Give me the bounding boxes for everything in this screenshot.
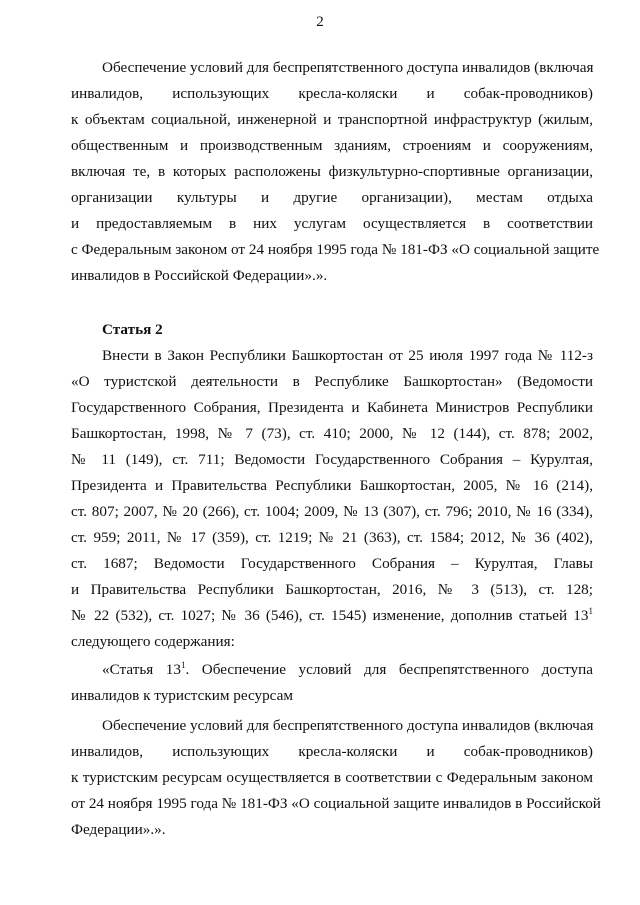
paragraph-line: Обеспечение условий для беспрепятственного доступа инвалидов (включая <box>102 59 594 76</box>
paragraph-line: № 11 (149), ст. 711; Ведомости Государственного Собрания – Курултая, <box>71 451 593 468</box>
line-text: . Обеспечение условий для беспрепятственного доступа <box>185 661 593 678</box>
paragraph-line: Государственного Собрания, Президента и Кабинета Министров Республики <box>71 399 593 416</box>
paragraph-line: Федерации».». <box>71 821 166 838</box>
superscript: 1 <box>180 660 186 670</box>
paragraph-line: Башкортостан, 1998, № 7 (73), ст. 410; 2000, № 12 (144), ст. 878; 2002, <box>71 425 593 442</box>
paragraph-line: и предоставляемым в них услугам осуществляется в соответствии <box>71 215 593 232</box>
paragraph-line: следующего содержания: <box>71 633 235 650</box>
line-text: «Статья 13 <box>102 661 181 678</box>
paragraph-line: ст. 959; 2011, № 17 (359), ст. 1219; № 21 (363), ст. 1584; 2012, № 36 (402), <box>71 529 593 546</box>
paragraph-line: с Федеральным законом от 24 ноября 1995 года № 181-ФЗ «О социальной защите <box>71 241 600 258</box>
paragraph-line: инвалидов к туристским ресурсам <box>71 687 293 704</box>
paragraph-line: Президента и Правительства Республики Башкортостан, 2005, № 16 (214), <box>71 477 593 494</box>
paragraph-line: к туристским ресурсам осуществляется в соответствии с Федеральным законом <box>71 769 593 786</box>
superscript: 1 <box>588 606 593 616</box>
paragraph-line: ст. 807; 2007, № 20 (266), ст. 1004; 2009, № 13 (307), ст. 796; 2010, № 16 (334), <box>71 503 593 520</box>
paragraph-line: Внести в Закон Республики Башкортостан от 25 июля 1997 года № 112-з <box>102 347 593 364</box>
article-heading: Статья 2 <box>102 321 163 338</box>
paragraph-line: к объектам социальной, инженерной и транспортной инфраструктур (жилым, <box>71 111 593 128</box>
paragraph-line <box>71 606 593 626</box>
paragraph-line: инвалидов, использующих кресла-коляски и собак-проводников) <box>71 85 593 102</box>
line-text: № 22 (532), ст. 1027; № 36 (546), ст. 1545) изменение, дополнив статьей 13 <box>71 607 589 624</box>
paragraph-line: от 24 ноября 1995 года № 181-ФЗ «О социальной защите инвалидов в Российской <box>71 795 601 812</box>
page-number: 2 <box>316 14 324 30</box>
paragraph-line: и Правительства Республики Башкортостан, 2016, № 3 (513), ст. 128; <box>71 581 593 598</box>
paragraph-line: ст. 1687; Ведомости Государственного Собрания – Курултая, Главы <box>71 555 593 572</box>
paragraph-line <box>102 660 593 680</box>
paragraph-line: инвалидов, использующих кресла-коляски и собак-проводников) <box>71 743 593 760</box>
paragraph-line: Обеспечение условий для беспрепятственного доступа инвалидов (включая <box>102 717 594 734</box>
paragraph-line: организации культуры и другие организации), местам отдыха <box>71 189 593 206</box>
paragraph-line: инвалидов в Российской Федерации».». <box>71 267 328 284</box>
paragraph-line: включая те, в которых расположены физкультурно-спортивные организации, <box>71 163 593 180</box>
paragraph-line: общественным и производственным зданиям, строениям и сооружениям, <box>71 137 593 154</box>
paragraph-line: «О туристской деятельности в Республике Башкортостан» (Ведомости <box>71 373 593 390</box>
